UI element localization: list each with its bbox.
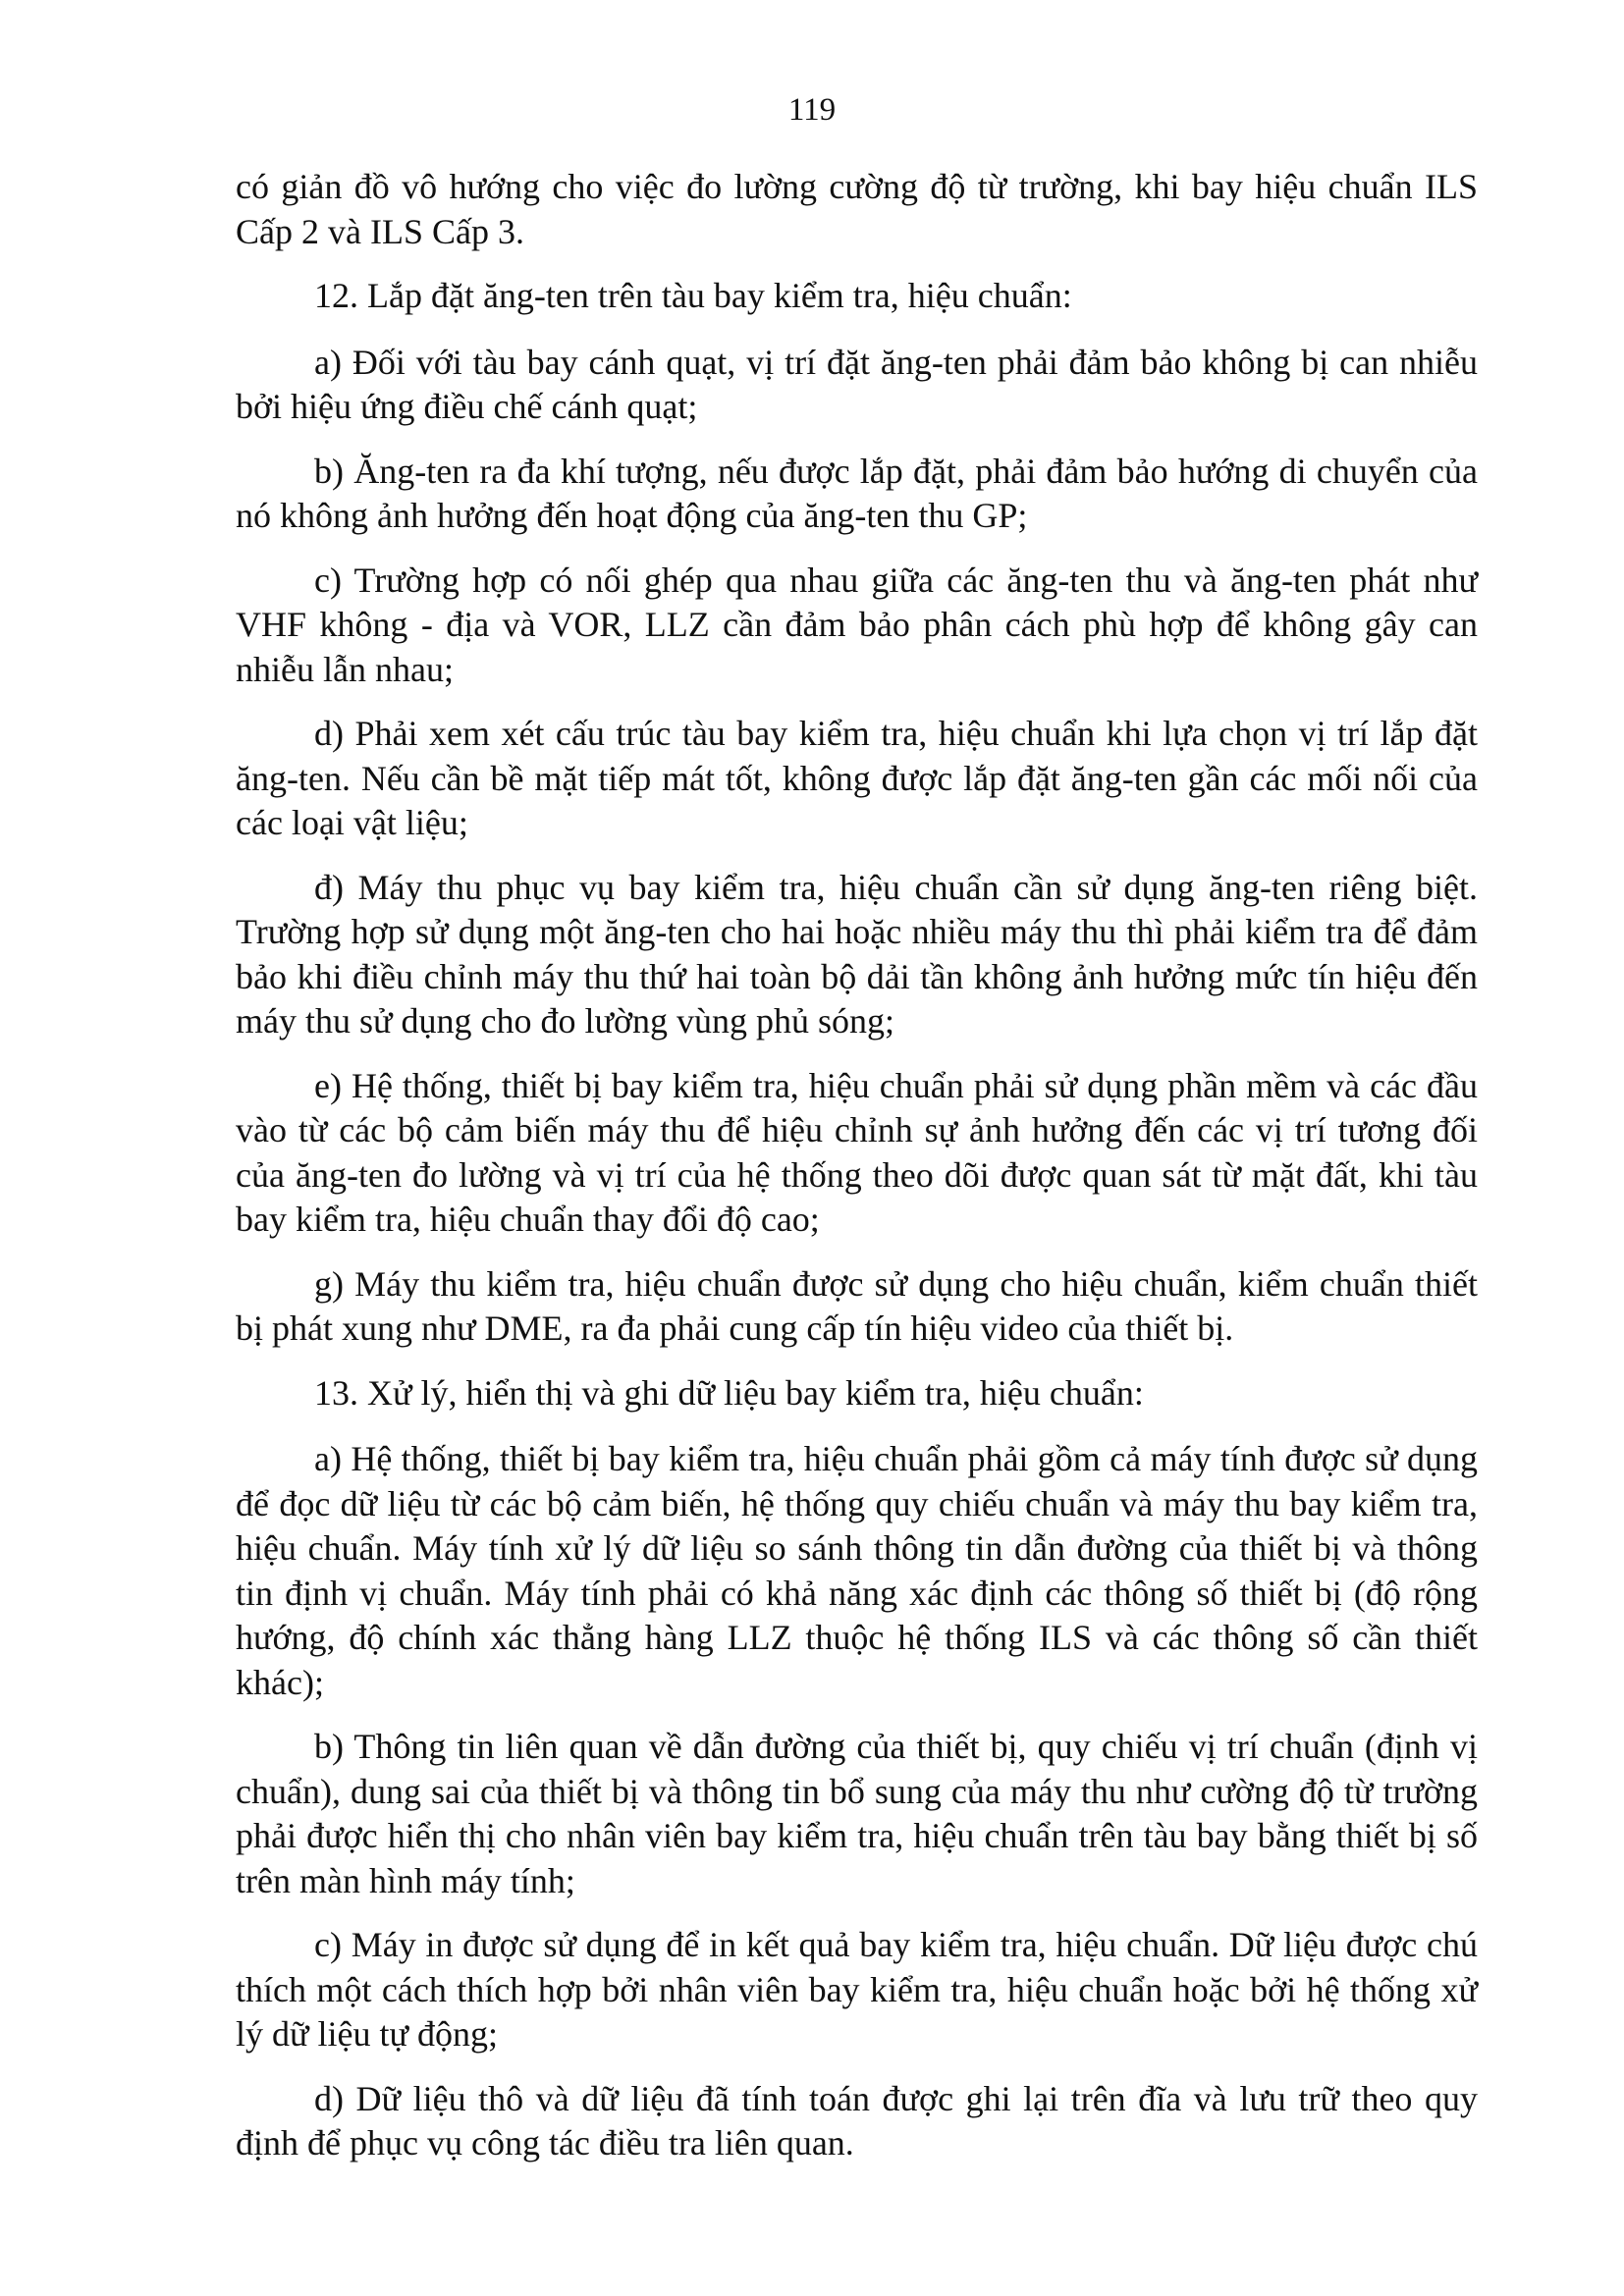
paragraph-continuation: có giản đồ vô hướng cho việc đo lường cường độ từ trường, khi bay hiệu chuẩn ILS Cấp 2 và ILS Cấp 3. xyxy=(236,167,1478,251)
page-body xyxy=(236,165,1478,2186)
paragraph-12c: c) Trường hợp có nối ghép qua nhau giữa các ăng-ten thu và ăng-ten phát như VHF không - địa và VOR, LLZ cần đảm bảo phân cách phù hợp để không gây can nhiễu lẫn nhau; xyxy=(236,560,1478,689)
paragraph-12e: e) Hệ thống, thiết bị bay kiểm tra, hiệu chuẩn phải sử dụng phần mềm và các đầu vào từ các bộ cảm biến máy thu để hiệu chỉnh sự ảnh hưởng đến các vị trí tương đối của ăng-ten đo lường và vị trí của hệ thống theo dõi được quan sát từ mặt đất, khi tàu bay kiểm tra, hiệu chuẩn thay đổi độ cao; xyxy=(236,1065,1478,1239)
paragraph-12b: b) Ăng-ten ra đa khí tượng, nếu được lắp đặt, phải đảm bảo hướng di chuyển của nó không ảnh hưởng đến hoạt động của ăng-ten thu GP; xyxy=(236,451,1478,535)
paragraph-12g: g) Máy thu kiểm tra, hiệu chuẩn được sử dụng cho hiệu chuẩn, kiểm chuẩn thiết bị phát xung như DME, ra đa phải cung cấp tín hiệu video của thiết bị. xyxy=(236,1263,1478,1348)
paragraph-12dd: đ) Máy thu phục vụ bay kiểm tra, hiệu chuẩn cần sử dụng ăng-ten riêng biệt. Trường hợp sử dụng một ăng-ten cho hai hoặc nhiều máy thu thì phải kiểm tra để đảm bảo khi điều chỉnh máy thu thứ hai toàn bộ dải tần không ảnh hưởng mức tín hiệu đến máy thu sử dụng cho đo lường vùng phủ sóng; xyxy=(236,867,1478,1041)
paragraph-13d: d) Dữ liệu thô và dữ liệu đã tính toán được ghi lại trên đĩa và lưu trữ theo quy định để phục vụ công tác điều tra liên quan. xyxy=(236,2078,1478,2163)
section-heading-13: 13. Xử lý, hiển thị và ghi dữ liệu bay kiểm tra, hiệu chuẩn: xyxy=(314,1372,1144,1413)
paragraph-13a: a) Hệ thống, thiết bị bay kiểm tra, hiệu chuẩn phải gồm cả máy tính được sử dụng để đọc dữ liệu từ các bộ cảm biến, hệ thống quy chiếu chuẩn và máy thu bay kiểm tra, hiệu chuẩn. Máy tính xử lý dữ liệu so sánh thông tin dẫn đường của thiết bị và thông tin định vị chuẩn. Máy tính phải có khả năng xác định các thông số thiết bị (độ rộng hướng, độ chính xác thẳng hàng LLZ thuộc hệ thống ILS và các thông số cần thiết khác); xyxy=(236,1439,1478,1702)
paragraph-13b: b) Thông tin liên quan về dẫn đường của thiết bị, quy chiếu vị trí chuẩn (định vị chuẩn), dung sai của thiết bị và thông tin bổ sung của máy thu như cường độ từ trường phải được hiển thị cho nhân viên bay kiểm tra, hiệu chuẩn trên tàu bay bằng thiết bị số trên màn hình máy tính; xyxy=(236,1727,1478,1900)
page-number: 119 xyxy=(787,92,837,128)
paragraph-12d: d) Phải xem xét cấu trúc tàu bay kiểm tra, hiệu chuẩn khi lựa chọn vị trí lắp đặt ăng-ten. Nếu cần bề mặt tiếp mát tốt, không được lắp đặt ăng-ten gần các mối nối của các loại vật liệu; xyxy=(236,714,1478,842)
section-heading-12: 12. Lắp đặt ăng-ten trên tàu bay kiểm tra, hiệu chuẩn: xyxy=(314,276,1072,315)
paragraph-13c: c) Máy in được sử dụng để in kết quả bay kiểm tra, hiệu chuẩn. Dữ liệu được chú thích một cách thích hợp bởi nhân viên bay kiểm tra, hiệu chuẩn hoặc bởi hệ thống xử lý dữ liệu tự động; xyxy=(236,1925,1478,2054)
paragraph-12a: a) Đối với tàu bay cánh quạt, vị trí đặt ăng-ten phải đảm bảo không bị can nhiễu bởi hiệu ứng điều chế cánh quạt; xyxy=(236,342,1478,426)
